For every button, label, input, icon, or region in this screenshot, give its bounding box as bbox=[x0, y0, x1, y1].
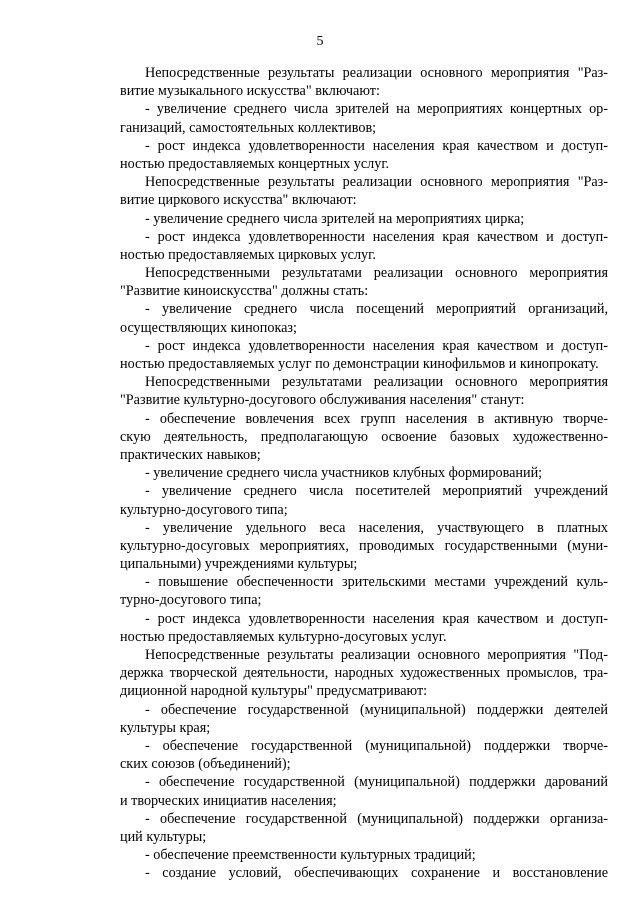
text-line: диционной народной культуры" предусматривают: bbox=[120, 683, 428, 700]
paragraph bbox=[120, 610, 608, 646]
paragraph bbox=[120, 846, 608, 864]
paragraph bbox=[120, 300, 608, 336]
text-line: - обеспечение государственной (муниципальной) поддержки деятелей bbox=[145, 701, 608, 718]
text-line: Непосредственными результатами реализации основного мероприятия bbox=[145, 374, 608, 391]
text-line: ностью предоставляемых цирковых услуг. bbox=[120, 246, 376, 263]
text-line: осуществляющих кинопоказ; bbox=[120, 319, 297, 336]
text-line: культурно-досуговых мероприятиях, проводимых государственными (муни- bbox=[120, 537, 608, 554]
text-line: держка творческой деятельности, народных художественных промыслов, тра- bbox=[120, 665, 608, 682]
paragraph bbox=[120, 228, 608, 264]
text-line: Непосредственные результаты реализации основного мероприятия "Под- bbox=[145, 647, 608, 663]
text-line: - увеличение среднего числа посещений мероприятий организаций, bbox=[145, 301, 608, 318]
paragraph bbox=[120, 337, 608, 373]
paragraph bbox=[120, 701, 608, 737]
text-line: - обеспечение государственной (муниципальной) поддержки творче- bbox=[145, 737, 608, 754]
paragraph bbox=[120, 173, 608, 209]
text-line: - увеличение удельного веса населения, участвующего в платных bbox=[145, 519, 608, 536]
paragraph bbox=[120, 373, 608, 409]
text-line: и творческих инициатив населения; bbox=[120, 792, 337, 809]
paragraph bbox=[120, 810, 608, 846]
paragraph bbox=[120, 864, 608, 882]
paragraph bbox=[120, 646, 608, 701]
text-line: - обеспечение вовлечения всех групп населения в активную творче- bbox=[145, 410, 608, 427]
text-line: культуры края; bbox=[120, 719, 211, 736]
text-line: - увеличение среднего числа зрителей на мероприятиях концертных ор- bbox=[145, 101, 608, 118]
text-line: Непосредственными результатами реализации основного мероприятия bbox=[145, 265, 608, 282]
text-line: - создание условий, обеспечивающих сохранение и восстановление bbox=[145, 865, 608, 882]
text-line: - увеличение среднего числа посетителей мероприятий учреждений bbox=[145, 483, 608, 500]
text-line: ских союзов (объединений); bbox=[120, 756, 291, 773]
text-line: - обеспечение государственной (муниципальной) поддержки дарований bbox=[145, 774, 608, 791]
text-line: турно-досугового типа; bbox=[120, 592, 262, 609]
document-body bbox=[120, 64, 608, 882]
text-line: витие музыкального искусства" включают: bbox=[120, 83, 380, 100]
paragraph bbox=[120, 100, 608, 136]
paragraph bbox=[120, 210, 608, 228]
text-line: - рост индекса удовлетворенности населения края качеством и доступ- bbox=[145, 610, 608, 627]
text-line: - рост индекса удовлетворенности населения края качеством и доступ- bbox=[145, 137, 608, 154]
text-line: Непосредственные результаты реализации основного мероприятия "Раз- bbox=[145, 174, 608, 191]
paragraph bbox=[120, 519, 608, 574]
text-line: - увеличение среднего числа участников клубных формирований; bbox=[145, 465, 543, 482]
paragraph bbox=[120, 264, 608, 300]
text-line: ганизаций, самостоятельных коллективов; bbox=[120, 119, 377, 136]
text-line: скую деятельность, предполагающую освоение базовых художественно- bbox=[120, 428, 608, 445]
paragraph bbox=[120, 464, 608, 482]
text-line: - увеличение среднего числа зрителей на мероприятиях цирка; bbox=[145, 210, 525, 227]
text-line: ностью предоставляемых культурно-досуговых услуг. bbox=[120, 628, 447, 645]
text-line: - рост индекса удовлетворенности населения края качеством и доступ- bbox=[145, 228, 608, 245]
paragraph bbox=[120, 410, 608, 465]
text-line: витие циркового искусства" включают: bbox=[120, 192, 357, 209]
text-line: - рост индекса удовлетворенности населения края качеством и доступ- bbox=[145, 337, 608, 354]
paragraph bbox=[120, 737, 608, 773]
text-line: ностью предоставляемых концертных услуг. bbox=[120, 155, 390, 172]
paragraph bbox=[120, 137, 608, 173]
text-line: "Развитие культурно-досугового обслуживания населения" станут: bbox=[120, 392, 525, 409]
text-line: - повышение обеспеченности зрительскими местами учреждений куль- bbox=[145, 574, 608, 591]
paragraph bbox=[120, 773, 608, 809]
text-line: - обеспечение преемственности культурных традиций; bbox=[145, 847, 476, 864]
paragraph bbox=[120, 64, 608, 100]
page-number: 5 bbox=[316, 34, 324, 49]
text-line: Непосредственные результаты реализации основного мероприятия "Раз- bbox=[145, 65, 608, 81]
text-line: культурно-досугового типа; bbox=[120, 501, 288, 518]
paragraph bbox=[120, 482, 608, 518]
text-line: ципальными) учреждениями культуры; bbox=[120, 556, 358, 573]
text-line: - обеспечение государственной (муниципальной) поддержки организа- bbox=[145, 810, 608, 827]
paragraph bbox=[120, 573, 608, 609]
text-line: "Развитие киноискусства" должны стать: bbox=[120, 283, 369, 300]
text-line: ций культуры; bbox=[120, 828, 207, 845]
text-line: ностью предоставляемых услуг по демонстрации кинофильмов и кинопрокату. bbox=[120, 356, 599, 372]
text-line: практических навыков; bbox=[120, 446, 261, 463]
